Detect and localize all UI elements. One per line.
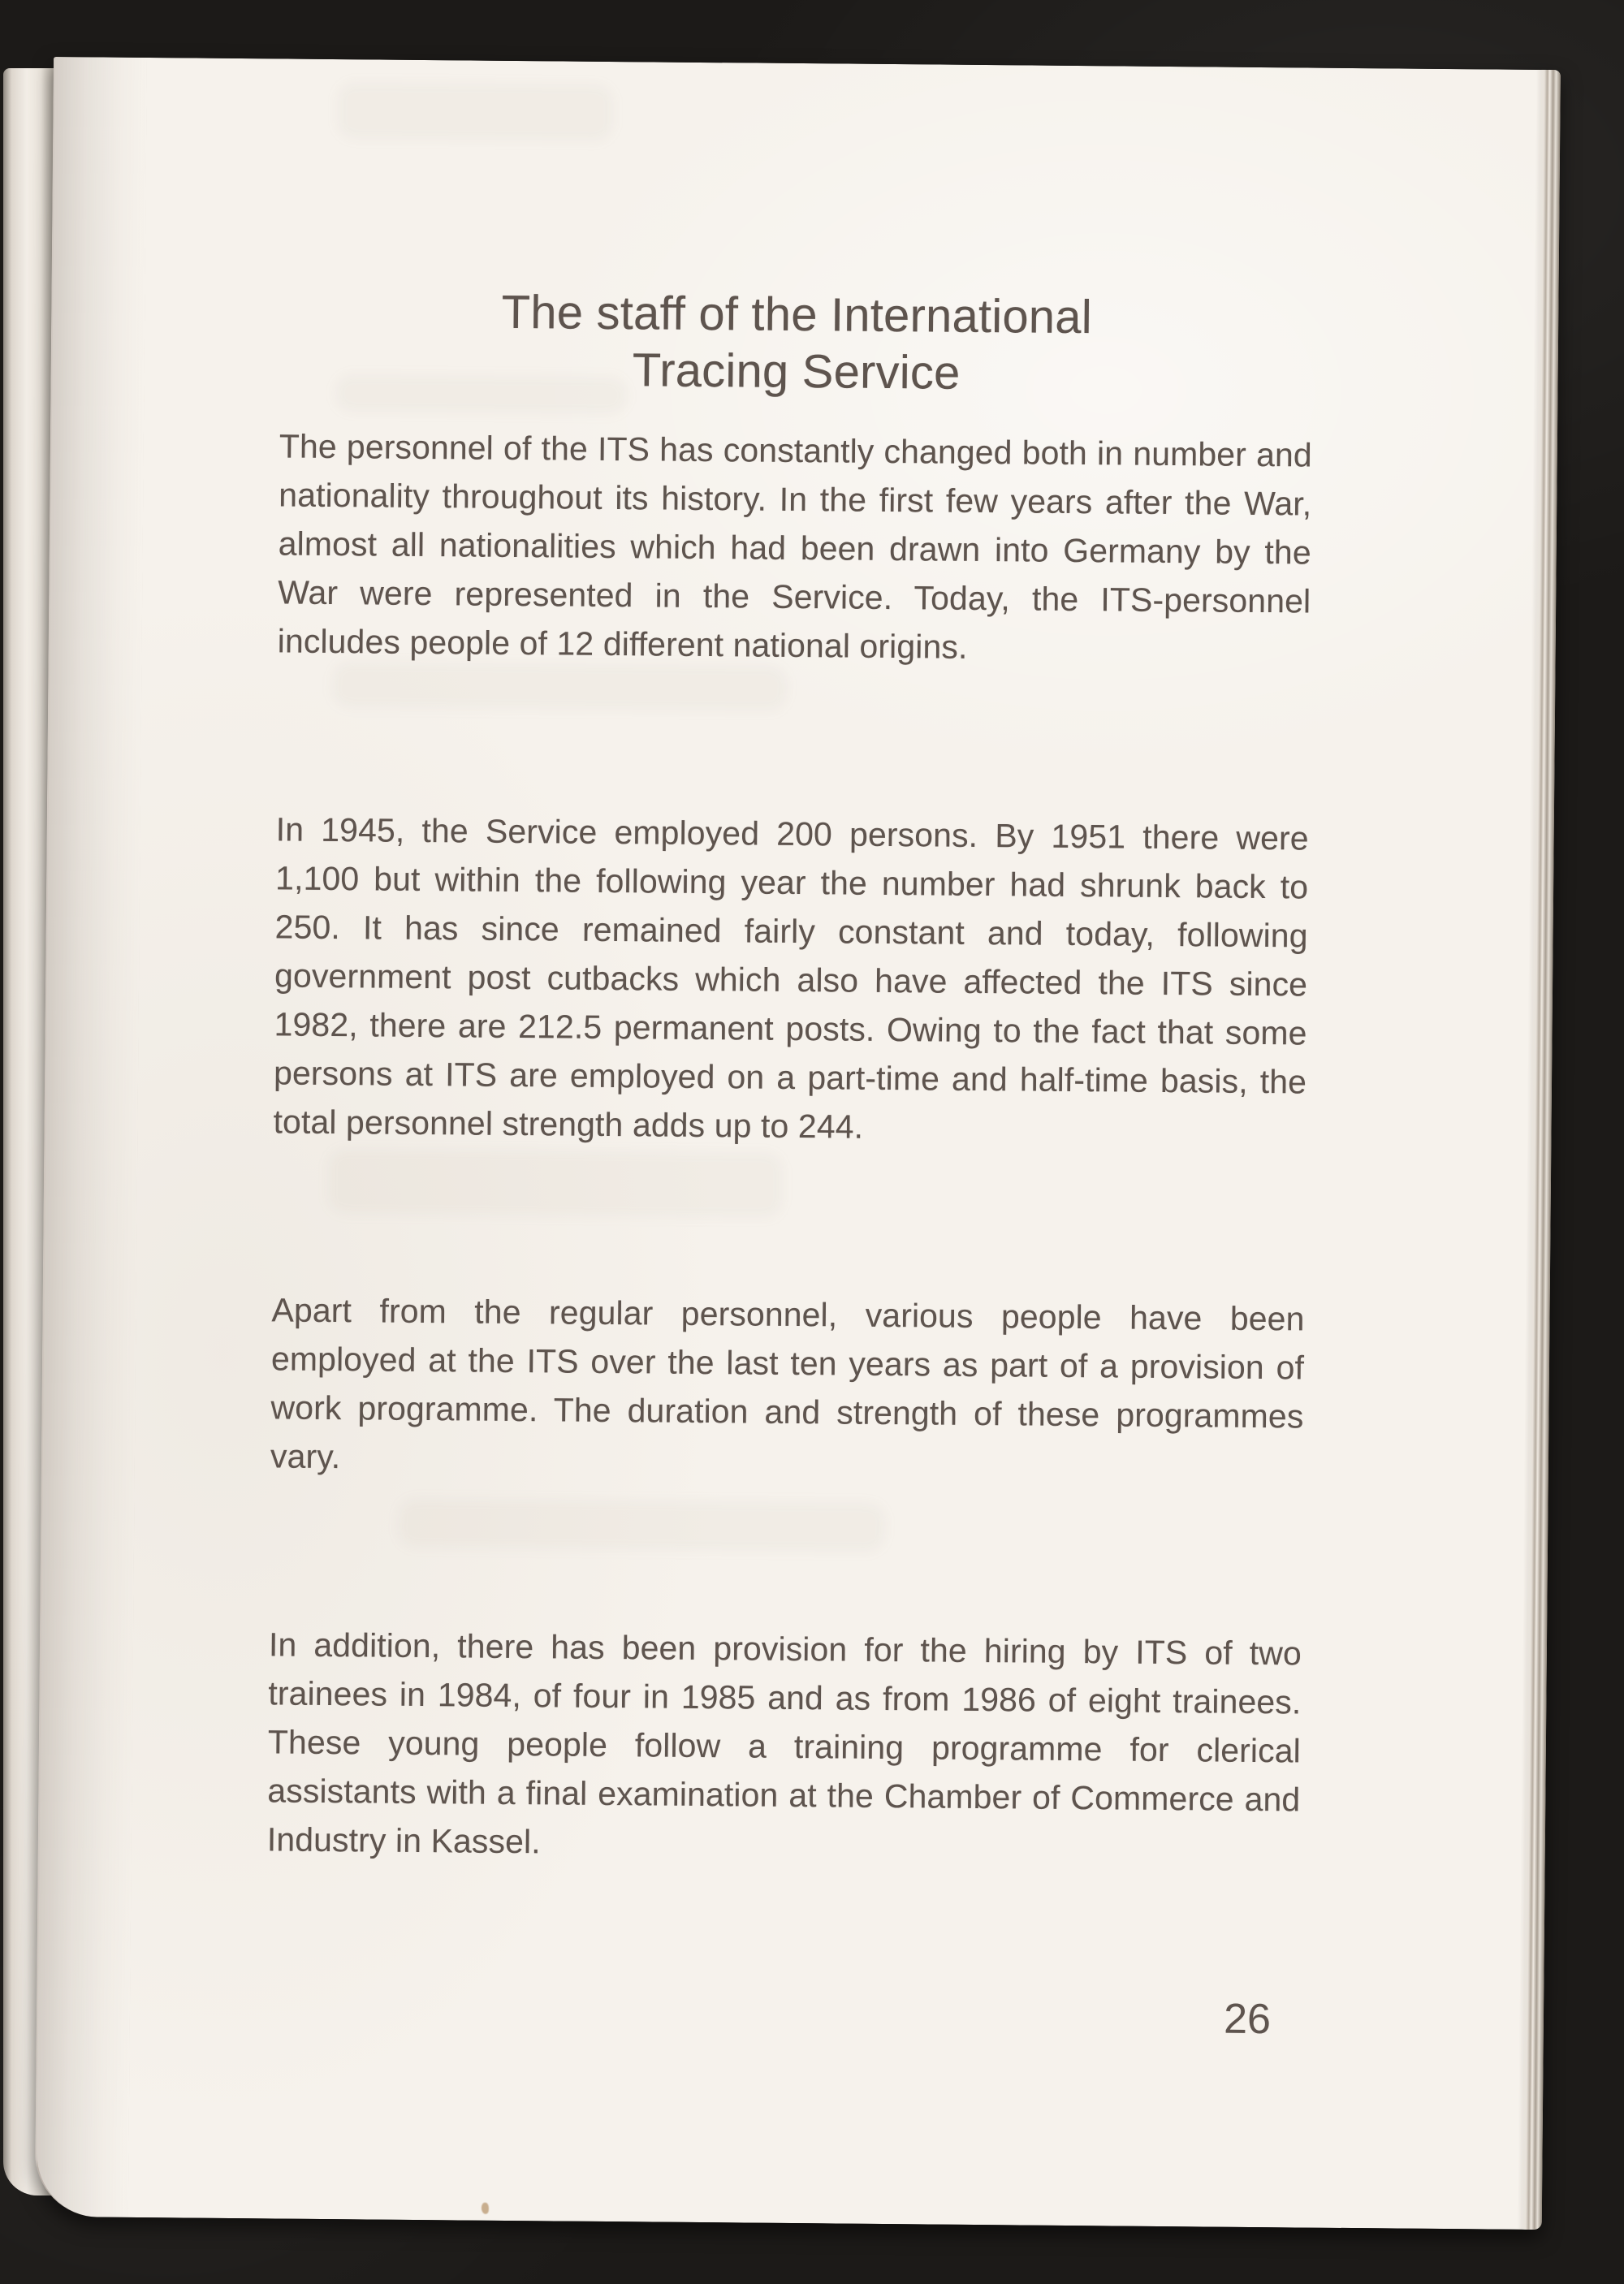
- body-paragraph-3: Apart from the regular personnel, various people have been employed at the ITS over the last ten years as part of a provision of work programme. The duration and strength of these programmes vary.: [270, 1291, 1305, 1476]
- page-title-line-1: The staff of the International: [501, 285, 1093, 344]
- page-number: 26: [1223, 1995, 1272, 2044]
- page-title: [279, 282, 1313, 404]
- body-paragraph-4: In addition, there has been provision for the hiring by ITS of two trainees in 1984, of four in 1985 and as from 1986 of eight trainees. These young people follow a training programme for clerical assistants with a final examination at the Chamber of Commerce and Industry in Kassel.: [266, 1626, 1302, 1861]
- paper-speck: [482, 2203, 489, 2214]
- body-paragraph-1: The personnel of the ITS has constantly changed both in number and nationality throughout its history. In the first few years after the War, almost all nationalities which had been drawn into Germany by the War were represented in the Service. Today, the ITS-personnel includes people of 12 different national origins.: [277, 427, 1312, 666]
- binding-gutter-shadow: [35, 57, 147, 2217]
- page-stack-edge: [1518, 70, 1561, 2230]
- text-column: [267, 282, 1314, 1872]
- book-page: [35, 57, 1561, 2230]
- scan-artifact: [337, 82, 614, 141]
- page-title-line-2: Tracing Service: [632, 343, 961, 399]
- body-paragraph-2: In 1945, the Service employed 200 persons. By 1951 there were 1,100 but within the following year the number had shrunk back to 250. It has since remained fairly constant and today, following government post cutbacks which also have affected the ITS since 1982, there are 212.5 permanent posts. Owing to the fact that some persons at ITS are employed on a part-time and half-time basis, the total personnel strength adds up to 244.: [273, 810, 1309, 1146]
